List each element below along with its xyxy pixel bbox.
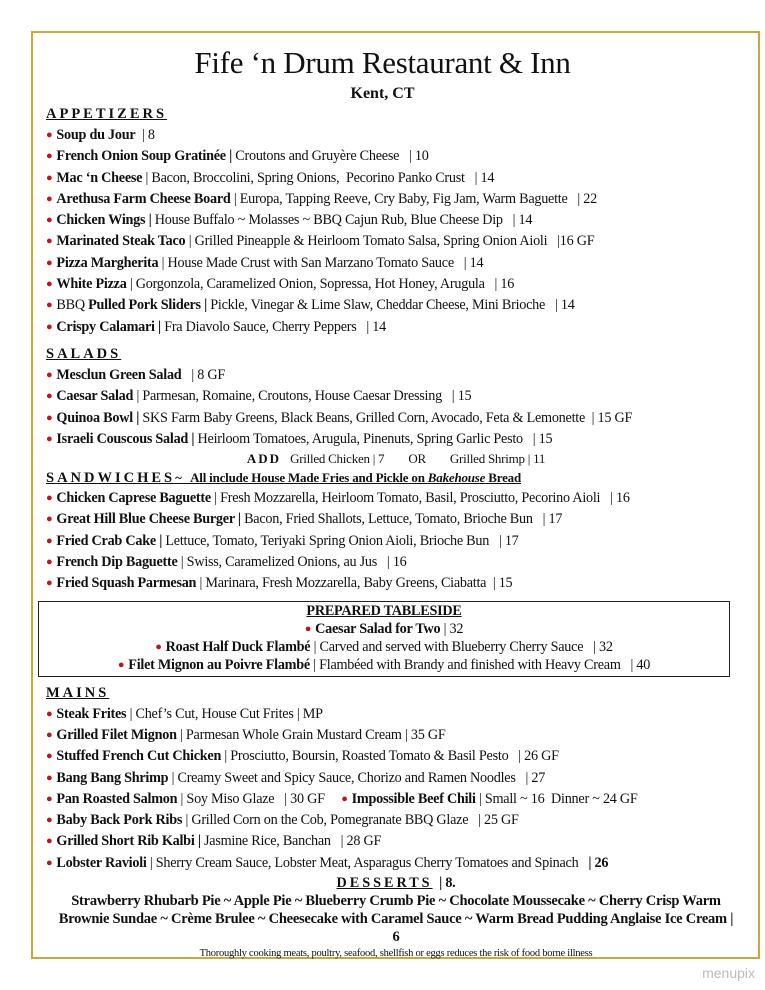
menu-item [46,386,746,407]
menu-item [46,746,746,767]
salads-list [46,365,746,450]
menu-item [46,573,746,594]
desserts-title: DESSERTS [336,875,433,892]
menu-item [46,365,746,386]
menu-item [46,408,746,429]
menu-item [46,552,746,573]
bullet-icon: ● [46,556,53,569]
sandwiches-note [175,470,521,485]
bullet-icon: ● [46,771,53,784]
menu-item [46,531,746,552]
menu-item [39,656,729,674]
bullet-icon: ● [46,534,53,547]
add-chicken: Grilled Chicken | 7 [290,451,385,467]
bullet-icon: ● [46,814,53,827]
restaurant-title: Fife ‘n Drum Restaurant & Inn [194,45,571,80]
item-name: Steak Frites [56,705,127,722]
menu-item [46,317,746,338]
appetizers-header: APPETIZERS [46,106,168,122]
add-label: ADD [246,451,282,467]
salads-header: SALADS [46,345,122,362]
item-name: Filet Mignon au Poivre Flambé [128,656,310,673]
item-name: Pan Roasted Salmon [56,790,178,807]
bullet-icon: ● [46,299,53,312]
item-details: Jasmine Rice, Banchan | 28 GF [200,833,382,850]
sandwiches-header [46,467,746,488]
bullet-icon: ● [46,835,53,848]
desserts-header [46,874,746,892]
menu-content [46,104,746,959]
sandwiches-title: SANDWICHES [46,470,176,487]
menu-item [46,274,746,295]
bullet-icon: ● [46,432,53,445]
menu-item [46,168,746,189]
item-details: | Small ~ 16 Dinner ~ 24 GF [475,790,638,807]
bullet-icon: ● [46,411,53,424]
item-name: Roast Half Duck Flambé [165,638,311,655]
item-name: Soup du Jour [56,127,136,143]
menu-item [46,231,746,252]
bullet-icon: ● [155,640,162,653]
item-name: French Dip Baguette [56,554,178,571]
item-name: Fried Crab Cake | [56,532,163,549]
item-name: Caesar Salad for Two [315,620,441,637]
item-details: | Carved and served with Blueberry Cherry Sauce | 32 [310,638,613,655]
menu-item [39,620,729,638]
bullet-icon: ● [46,256,53,269]
item-details: Heirloom Tomatoes, Arugula, Pinenuts, Spring Garlic Pesto | 15 [194,430,553,447]
mains-header: MAINS [46,684,110,701]
bullet-icon: ● [117,658,125,671]
bullet-icon: ● [46,278,53,291]
item-name: Grilled Short Rib Kalbi | [56,833,201,850]
item-name: Israeli Couscous Salad | [56,430,195,447]
item-price: | 26 [588,854,609,871]
item-details: | Sherry Cream Sauce, Lobster Meat, Asparagus Cherry Tomatoes and Spinach [146,854,589,871]
item-details: | 8 GF [181,366,226,383]
item-name: French Onion Soup Gratinée | [56,148,232,165]
menu-item [46,725,746,746]
menu-item [46,125,746,146]
item-details: Bacon, Fried Shallots, Lettuce, Tomato, Brioche Bun | 17 [240,511,563,528]
item-details: | Grilled Corn on the Cob, Pomegranate BBQ Glaze | 25 GF [182,812,519,829]
appetizers-list [46,125,746,338]
item-details: | Marinara, Fresh Mozzarella, Baby Greens, Ciabatta | 15 [196,575,513,592]
bullet-icon: ● [46,171,53,184]
item-name: Pulled Pork Sliders | [88,297,207,314]
watermark: menupix [702,965,755,981]
item-name: Arethusa Farm Cheese Board [56,190,231,207]
bullet-icon: ● [46,214,53,227]
note-text: ~ All include House Made Fries and Pickle on [175,470,428,486]
item-details: Fra Diavolo Sauce, Cherry Peppers | 14 [160,318,386,335]
tableside-box [38,601,730,677]
location: Kent, CT [350,85,415,102]
menu-item [46,146,746,167]
item-details: | 32 [440,620,464,637]
item-details: | Creamy Sweet and Spicy Sauce, Chorizo and Ramen Noodles | 27 [168,769,546,786]
salad-add-ons [46,450,746,467]
item-name: Quinoa Bowl | [56,409,140,426]
item-name: Lobster Ravioli [56,854,147,871]
menu-item [46,189,746,210]
item-name: Mesclun Green Salad [56,366,182,383]
item-details: | Fresh Mozzarella, Heirloom Tomato, Basil, Prosciutto, Pecorino Aioli | 16 [210,490,630,507]
item-name: Crispy Calamari | [56,318,161,335]
add-or: OR [408,451,426,467]
menu-item [46,831,746,852]
bullet-icon: ● [46,150,53,163]
bullet-icon: ● [46,192,53,205]
item-name: Stuffed French Cut Chicken [56,748,222,765]
item-name: Impossible Beef Chili [351,790,476,807]
item-details: | House Made Crust with San Marzano Tomato Sauce | 14 [158,254,484,271]
menu-item [46,295,746,316]
item-details: | Gorgonzola, Caramelized Onion, Sopressa, Hot Honey, Arugula | 16 [126,276,515,293]
item-details: | Grilled Pineapple & Heirloom Tomato Salsa, Spring Onion Aioli |16 GF [185,233,595,250]
bullet-icon: ● [46,368,53,381]
item-details: House Buffalo ~ Molasses ~ BBQ Cajun Rub, Blue Cheese Dip | 14 [151,212,533,229]
item-details: | Chef’s Cut, House Cut Frites | MP [126,705,323,722]
bullet-icon: ● [46,707,53,720]
item-name: Fried Squash Parmesan [56,575,197,592]
bullet-icon: ● [46,856,53,869]
item-details: | Swiss, Caramelized Onions, au Jus | 16 [177,554,407,571]
menu-item [39,638,729,656]
bullet-icon: ● [46,728,53,741]
item-details: | Bacon, Broccolini, Spring Onions, Pecorino Panko Crust | 14 [142,169,495,186]
item-name: Mac ‘n Cheese [56,169,143,186]
item-name: Pizza Margherita [56,254,159,271]
menu-item [46,253,746,274]
bullet-icon: ● [46,577,53,590]
note-text-end: Bread [485,470,521,486]
item-name: Chicken Wings | [56,212,152,229]
item-details: Pickle, Vinegar & Lime Slaw, Cheddar Cheese, Mini Brioche | 14 [207,297,575,314]
item-details: SKS Farm Baby Greens, Black Beans, Grilled Corn, Avocado, Feta & Lemonette | 15 GF [139,409,633,426]
menu-item [46,210,746,231]
bullet-icon: ● [46,792,53,805]
item-name: Caesar Salad [56,388,134,405]
mains-list [46,704,746,874]
item-details: | Soy Miso Glaze | 30 GF [177,790,325,807]
item-name: White Pizza [56,276,127,293]
tableside-header: PREPARED TABLESIDE [306,602,462,619]
bullet-icon: ● [46,492,53,505]
note-bakehouse: Bakehouse [427,470,486,486]
menu-item [46,429,746,450]
tableside-list [39,620,729,674]
bullet-icon: ● [46,129,53,141]
bullet-icon: ● [46,750,53,763]
menu-item [46,789,746,810]
item-name: Marinated Steak Taco [56,233,186,250]
item-details: | Parmesan, Romaine, Croutons, House Caesar Dressing | 15 [133,388,472,405]
menu-item [46,509,746,530]
item-name: Bang Bang Shrimp [56,769,169,786]
add-shrimp: Grilled Shrimp | 11 [449,451,546,467]
item-name: Chicken Caprese Baguette [56,490,211,507]
bullet-icon: ● [46,390,53,403]
item-name: Baby Back Pork Ribs [56,812,183,829]
spacer [325,791,341,807]
sandwiches-list [46,488,746,594]
desserts-text: Strawberry Rhubarb Pie ~ Apple Pie ~ Blueberry Crumb Pie ~ Chocolate Moussecake ~ Cherry Crisp Warm Brownie Sundae ~ Crème Brulee ~ Cheesecake with Caramel Sauce ~ Warm Bread Pudding Anglaise Ice Cream | 6 [58,893,734,946]
menu-item [46,768,746,789]
menu-item [46,810,746,831]
item-prefix: BBQ [56,297,89,314]
menu-item [46,853,746,874]
item-details: Lettuce, Tomato, Teriyaki Spring Onion Aioli, Brioche Bun | 17 [162,532,519,549]
desserts-price: | 8. [432,875,456,892]
bullet-icon: ● [341,792,348,805]
item-details: | 8 [135,127,155,143]
item-details: | Flambéed with Brandy and finished with Heavy Cream | 40 [309,656,651,673]
food-safety-notice: Thoroughly cooking meats, poultry, seafood, shellfish or eggs reduces the risk of food borne illness [199,948,593,960]
item-name: Grilled Filet Mignon [56,726,177,743]
menu-item [46,704,746,725]
item-details: | Prosciutto, Boursin, Roasted Tomato & Basil Pesto | 26 GF [221,748,559,765]
bullet-icon: ● [46,235,53,248]
item-details: Croutons and Gruyère Cheese | 10 [232,148,429,165]
menu-item [46,488,746,509]
item-details: | Parmesan Whole Grain Mustard Cream | 35 GF [176,726,446,743]
bullet-icon: ● [304,622,312,635]
item-details: | Europa, Tapping Reeve, Cry Baby, Fig Jam, Warm Baguette | 22 [230,190,597,207]
item-name: Great Hill Blue Cheese Burger | [56,511,241,528]
bullet-icon: ● [46,320,53,333]
bullet-icon: ● [46,513,53,526]
